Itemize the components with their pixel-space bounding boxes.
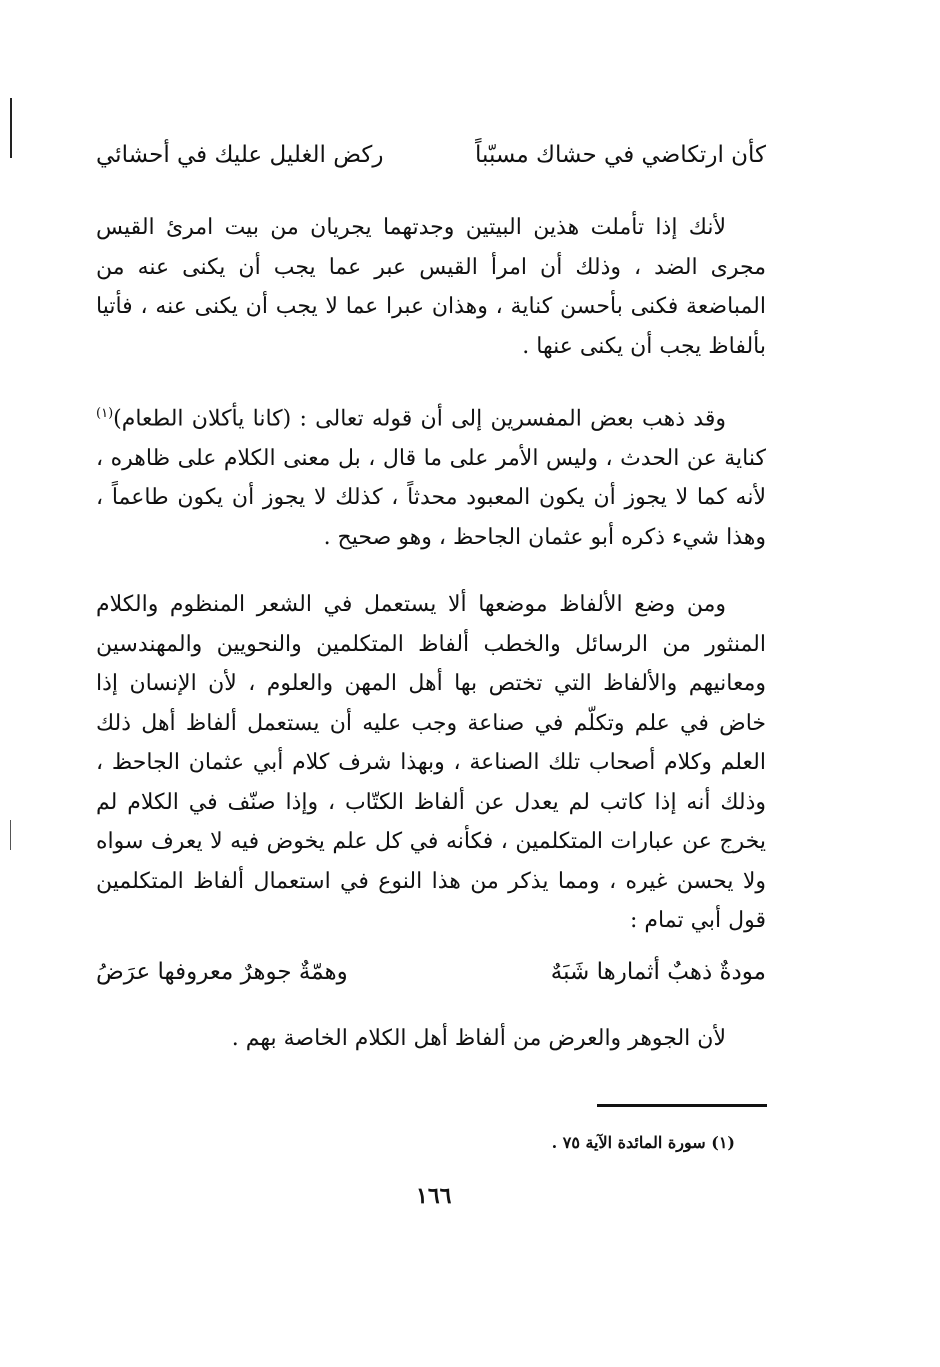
verse-2-first-hemistich: مودةٌ ذهبٌ أثمارها شَبَهٌ: [550, 958, 766, 985]
paragraph-1: لأنك إذا تأملت هذين البيتين وجدتهما يجريان من بيت امرئ القيس مجرى الضد ، وذلك أن امرأ القيس عبر عما يجب أن يكنى عنه من المباضعة فكنى بأحسن كناية ، وهذان عبرا عما لا يجب أن يكنى عنه ، فأتيا بألفاظ يجب أن يكنى عنها .: [96, 215, 766, 359]
footnote-reference: (١): [96, 406, 114, 421]
footnote-divider: [597, 1104, 767, 1107]
paragraph-2: [96, 394, 766, 557]
verse-2: [96, 947, 766, 997]
verse-2-second-hemistich: وهمّةٌ جوهرٌ معروفها عرَضُ: [96, 958, 348, 985]
page-number: ١٦٦: [416, 1183, 452, 1209]
verse-1-first-hemistich: كأن ارتكاضي في حشاك مسبّباً: [475, 142, 766, 168]
page-body: [96, 130, 766, 1058]
paragraph-2-quote: وقد ذهب بعض المفسرين إلى أن قوله تعالى : (كانا يأكلان الطعام): [113, 406, 726, 432]
verse-1-second-hemistich: ركض الغليل عليك في أحشائي: [96, 142, 384, 168]
scan-margin-mark-2: [10, 820, 11, 850]
verse-1: [96, 130, 766, 180]
paragraph-2-rest: كناية عن الحدث ، وليس الأمر على ما قال ، بل معنى الكلام على ظاهره ، لأنه كما لا يجوز أن يكون المعبود محدثاً ، كذلك لا يجوز أن يكون طاعماً ، وهذا شيء ذكره أبو عثمان الجاحظ ، وهو صحيح .: [96, 445, 766, 550]
closing-line: لأن الجوهر والعرض من ألفاظ أهل الكلام الخاصة بهم .: [231, 1025, 726, 1051]
footnote: (١) سورة المائدة الآية ٧٥ .: [551, 1133, 735, 1152]
paragraph-3: ومن وضع الألفاظ موضعها ألا يستعمل في الشعر المنظوم والكلام المنثور من الرسائل والخطب ألفاظ المتكلمين والنحويين والمهندسين ومعانيهم والألفاظ التي تختص بها أهل المهن والعلوم ، لأن الإنسان إذا خاض في علم وتكلّم في صناعة وجب عليه أن يستعمل ألفاظ أهل ذلك العلم وكلام أصحاب تلك الصناعة ، وبهذا شرف كلام أبي عثمان الجاحظ ، وذلك أنه إذا كاتب لم يعدل عن ألفاظ الكتّاب ، وإذا صنّف في الكلام لم يخرج عن عبارات المتكلمين ، فكأنه في كل علم يخوض فيه لا يعرف سواه ولا يحسن غيره ، ومما يذكر من هذا النوع في استعمال ألفاظ المتكلمين قول أبي تمام :: [96, 592, 766, 934]
scan-margin-mark: [10, 98, 12, 158]
